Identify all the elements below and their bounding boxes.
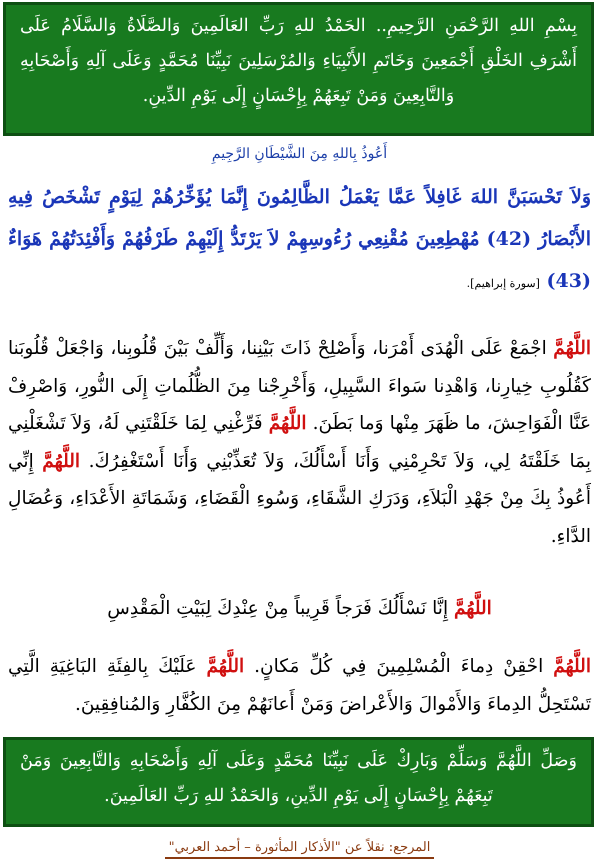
closing-salawat-box bbox=[3, 737, 594, 827]
allahumma-label: اللَّهُمَّ bbox=[206, 656, 245, 677]
ayah-43: مُهْطِعِينَ مُقْنِعِي رُءُوسِهِمْ لاَ يَرْتَدُّ إِلَيْهِمْ طَرْفُهُمْ وَأَفْئِدَتُهُمْ هَوَاءٌ bbox=[8, 228, 480, 250]
allahumma-label: اللَّهُمَّ bbox=[453, 598, 492, 619]
dua-text: إِنَّا نَسْأَلُكَ فَرَجاً قَرِيباً مِنْ عِنْدِكَ لِبَيْتِ الْمَقْدِسِ bbox=[107, 598, 449, 619]
opening-basmala-box bbox=[3, 2, 594, 136]
allahumma-label: اللَّهُمَّ bbox=[553, 656, 591, 677]
dua-text: اجْمَعْ عَلَى الْهُدَى أَمْرَنا، وَأَصْلِحْ ذَاتَ بَيْنِنا، وَأَلِّفْ بَيْنَ قُلُوبِنا، وَاجْعَلْ قُلُوبَنا كَقُلُوبِ خِيارِنا، وَاهْدِنا سَواءَ السَّبِيلِ، وَأَخْرِجْنا مِنَ الظُّلُماتِ إِلَى النُّورِ، وَاصْرِفْ عَنَّا الْفَوَاحِشَ، ما ظَهَرَ مِنْها وَما بَطَنَ. bbox=[8, 338, 591, 434]
reference-line bbox=[0, 836, 599, 859]
dua-paragraph-2 bbox=[8, 590, 591, 628]
allahumma-label: اللَّهُمَّ bbox=[553, 338, 592, 359]
closing-text: وَصَلِّ اللَّهُمَّ وَسَلِّمْ وَبَارِكْ عَلَى نَبِيِّنَا مُحَمَّدٍ وَعَلَى آلِهِ وَأَصْحَابِهِ وَالتَّابِعِينَ وَمَنْ تَبِعَهُمْ بِإِحْسَانٍ إِلَى يَوْمِ الدِّينِ، وَالحَمْدُ للهِ رَبِّ العَالَمِينَ. bbox=[20, 751, 577, 806]
dua-text: عَلَيْكَ بِالفِئَةِ البَاغِيَةِ الَّتِي تَسْتَحِلُّ الدِماءَ وَالأَمْوالَ وَالأَعْراضَ وَمَنْ أَعانَهُمْ مِنَ الكُفَّارِ وَالمُنافِقِينَ. bbox=[8, 656, 591, 715]
ayah-number-42: (42) bbox=[486, 228, 532, 250]
dua-paragraph-3 bbox=[8, 648, 591, 723]
ayah-42: وَلاَ تَحْسَبَنَّ اللهَ غَافِلاً عَمَّا يَعْمَلُ الظَّالِمُونَ إِنَّمَا يُؤَخِّرُهُمْ لِيَوْمٍ تَشْخَصُ فِيهِ الأَبْصَارُ bbox=[8, 186, 591, 250]
quran-verses bbox=[8, 176, 591, 305]
dua-text: إِنِّي أَعُوذُ بِكَ مِنْ جَهْدِ الْبَلاَءِ، وَدَرَكِ الشَّقَاءِ، وَسُوءِ الْقَضَاءِ، وَشَمَاتَةِ الأَعْدَاءِ، وَعُضَالِ الدَّاءِ. bbox=[8, 450, 591, 547]
surah-reference: [سورة إبراهيم]. bbox=[466, 277, 540, 290]
dua-paragraph-1 bbox=[8, 330, 591, 555]
allahumma-label: اللَّهُمَّ bbox=[42, 450, 81, 472]
taawwudh: أَعُوذُ بِاللهِ مِنَ الشَّيْطَانِ الرَّجِيمِ bbox=[211, 146, 388, 162]
ayah-number-43: (43) bbox=[546, 270, 591, 292]
reference-text: المرجع: نقلاً عن "الأذكار المأثورة – أحمد العربي" bbox=[165, 840, 435, 859]
dua-text: احْقِنْ دِماءَ الْمُسْلِمِينَ فِي كُلِّ مَكانٍ. bbox=[254, 656, 544, 677]
allahumma-label: اللَّهُمَّ bbox=[268, 413, 307, 434]
dua-text: فَرِّغْنِي لِمَا خَلَقْتَنِي لَهُ، وَلاَ تَشْغَلْنِي بِمَا خَلَقْتَهُ لِي، وَلاَ تَحْرِمْنِي وَأَنَا أَسْأَلُكَ، وَلاَ تُعَذِّبْنِي وَأَنَا أَسْتَغْفِرُكَ. bbox=[8, 413, 591, 472]
opening-text: بِسْمِ اللهِ الرَّحْمَنِ الرَّحِيمِ.. الحَمْدُ للهِ رَبِّ العَالَمِينَ وَالصَّلَاةُ وَالسَّلَامُ عَلَى أَشْرَفِ الخَلْقِ أَجْمَعِينَ وَخَاتَمِ الأَنْبِيَاءِ وَالمُرْسَلِينَ نَبِيِّنَا مُحَمَّدٍ وَعَلَى آلِهِ وَأَصْحَابِهِ وَالتَّابِعِينَ وَمَنْ تَبِعَهُمْ بِإِحْسَانٍ إِلَى يَوْمِ الدِّينِ. bbox=[20, 16, 577, 106]
